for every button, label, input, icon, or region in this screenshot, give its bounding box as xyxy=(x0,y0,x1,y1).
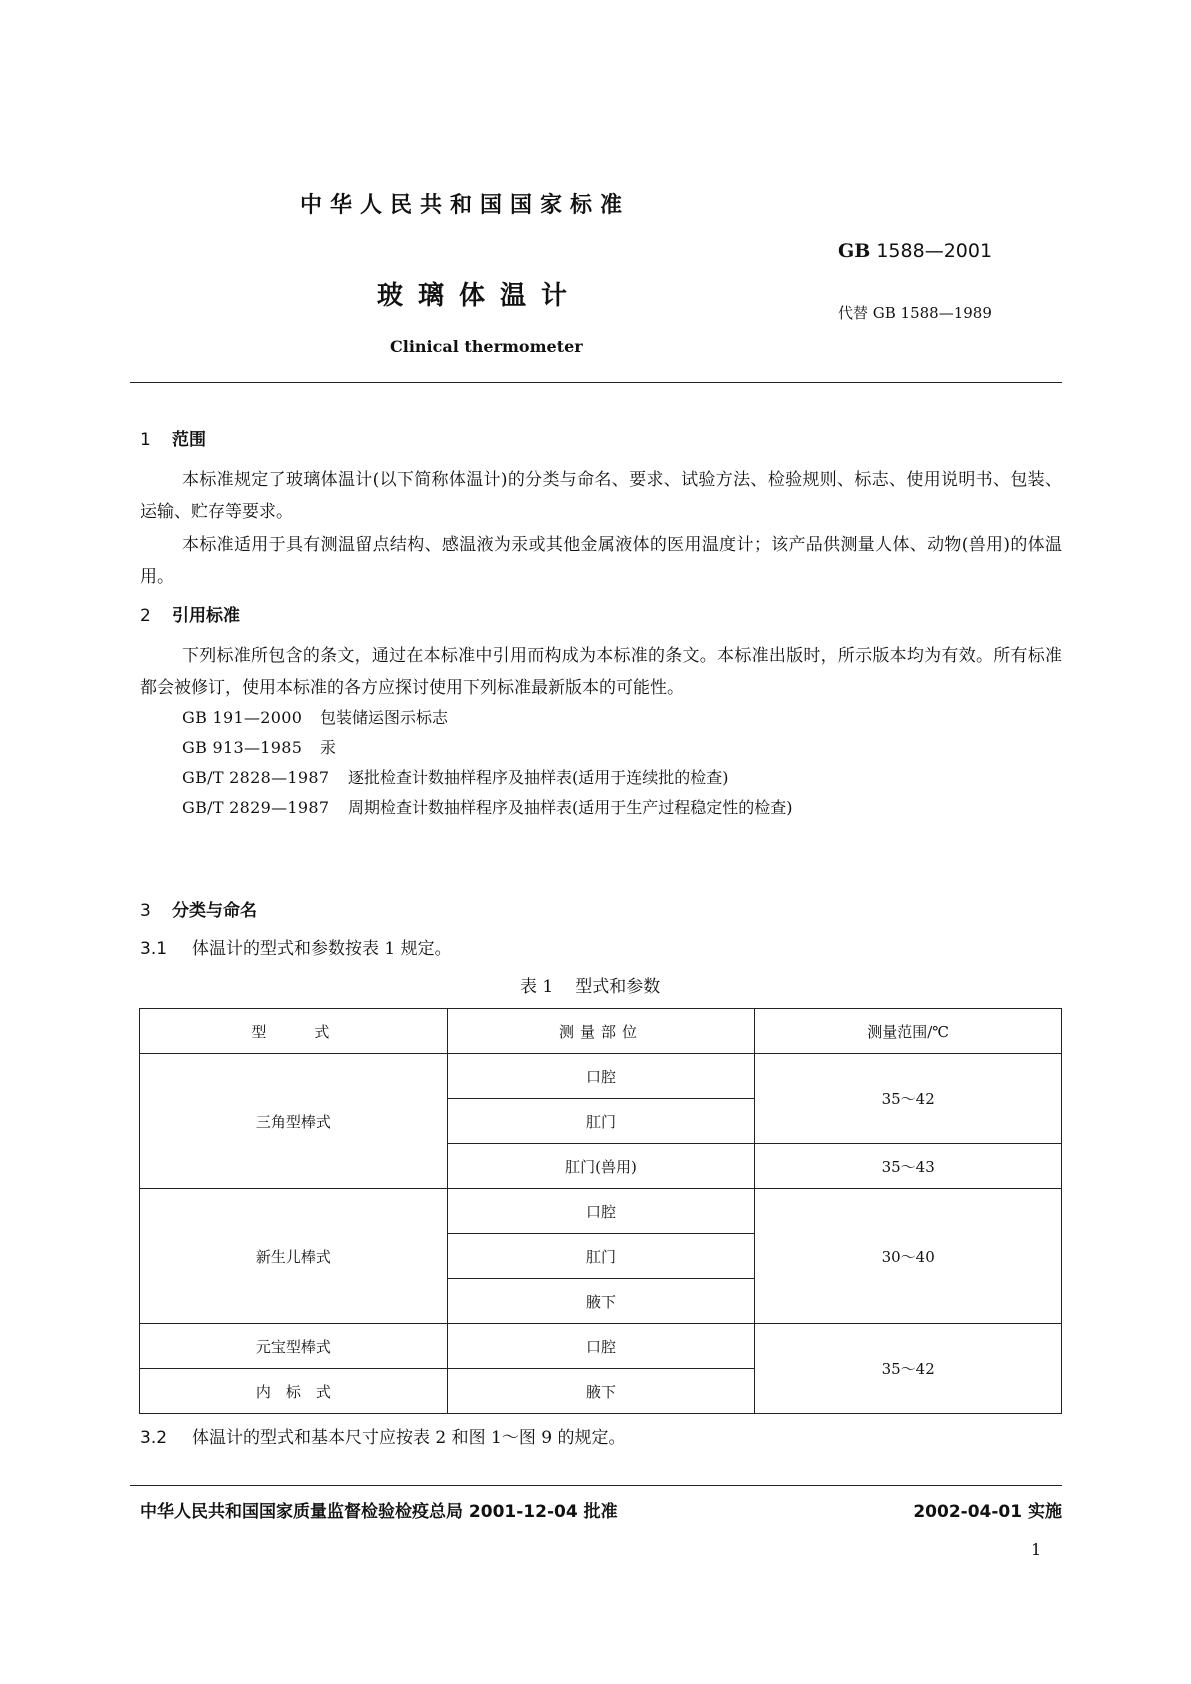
type-cell: 三角型棒式 xyxy=(140,1054,448,1189)
site-cell: 口腔 xyxy=(447,1189,755,1234)
section-2-heading xyxy=(140,601,240,626)
standard-title: 中华人民共和国国家标准 xyxy=(300,193,631,218)
section-2-number: 2 xyxy=(140,606,151,626)
section-3-number: 3 xyxy=(140,901,151,921)
table-caption-title: 型式和参数 xyxy=(575,977,661,997)
standard-number xyxy=(838,240,992,262)
section-1-paragraph-2: 本标准适用于具有测温留点结构、感温液为汞或其他金属液体的医用温度计；该产品供测量人体、动物(兽用)的体温用。 xyxy=(140,535,1062,587)
reference-item xyxy=(182,703,448,733)
table-caption-number: 表 1 xyxy=(520,977,554,997)
table-row xyxy=(140,1324,1062,1369)
header-range: 测量范围/℃ xyxy=(755,1009,1062,1054)
section-3-heading xyxy=(140,896,257,921)
reference-code: GB/T 2829—1987 xyxy=(182,798,330,817)
clause-3-2-text: 体温计的型式和基本尺寸应按表 2 和图 1～图 9 的规定。 xyxy=(192,1428,626,1448)
reference-code: GB 191—2000 xyxy=(182,708,303,727)
clause-3-1-number: 3.1 xyxy=(140,939,168,959)
reference-code: GB/T 2828—1987 xyxy=(182,768,330,787)
section-3-title: 分类与命名 xyxy=(172,901,257,921)
site-cell: 肛门(兽用) xyxy=(447,1144,755,1189)
document-title-zh: 玻璃体温计 xyxy=(377,281,583,311)
range-cell: 35～43 xyxy=(755,1144,1062,1189)
range-cell: 35～42 xyxy=(755,1324,1062,1414)
reference-item xyxy=(182,733,336,763)
site-cell: 肛门 xyxy=(447,1234,755,1279)
parameters-table xyxy=(139,1008,1062,1414)
section-1-heading xyxy=(140,425,206,450)
reference-code: GB 913—1985 xyxy=(182,738,303,757)
table-row xyxy=(140,1189,1062,1234)
section-1-paragraph-1: 本标准规定了玻璃体温计(以下简称体温计)的分类与命名、要求、试验方法、检验规则、标志、使用说明书、包装、运输、贮存等要求。 xyxy=(140,470,1062,522)
table-row xyxy=(140,1054,1062,1099)
site-cell: 口腔 xyxy=(447,1324,755,1369)
range-cell: 30～40 xyxy=(755,1189,1062,1324)
type-cell: 新生儿棒式 xyxy=(140,1189,448,1324)
clause-3-2 xyxy=(140,1423,625,1448)
section-2-paragraph-1: 下列标准所包含的条文，通过在本标准中引用而构成为本标准的条文。本标准出版时，所示版本均为有效。所有标准都会被修订，使用本标准的各方应探讨使用下列标准最新版本的可能性。 xyxy=(140,646,1062,698)
reference-name: 汞 xyxy=(320,738,337,757)
clause-3-1-text: 体温计的型式和参数按表 1 规定。 xyxy=(192,939,452,959)
section-1-title: 范围 xyxy=(172,430,206,450)
effective-date: 2002-04-01 实施 xyxy=(913,1502,1062,1522)
issuing-authority: 中华人民共和国国家质量监督检验检疫总局 2001-12-04 批准 xyxy=(140,1502,618,1522)
site-cell: 口腔 xyxy=(447,1054,755,1099)
clause-3-2-number: 3.2 xyxy=(140,1428,168,1448)
reference-item xyxy=(182,763,729,793)
reference-name: 包装储运图示标志 xyxy=(320,708,449,727)
site-cell: 腋下 xyxy=(447,1279,755,1324)
replaces-note: 代替 GB 1588—1989 xyxy=(838,304,992,322)
table-caption xyxy=(520,972,660,997)
document-title-en: Clinical thermometer xyxy=(390,337,583,356)
footer-divider xyxy=(130,1485,1062,1486)
section-1-number: 1 xyxy=(140,430,151,450)
site-cell: 肛门 xyxy=(447,1099,755,1144)
header-type: 型 式 xyxy=(140,1009,448,1054)
section-2-title: 引用标准 xyxy=(172,606,240,626)
reference-item xyxy=(182,793,793,823)
clause-3-1 xyxy=(140,934,452,959)
standard-number-prefix: GB xyxy=(838,240,871,262)
reference-name: 逐批检查计数抽样程序及抽样表(适用于连续批的检查) xyxy=(348,768,729,787)
type-cell: 内 标 式 xyxy=(140,1369,448,1414)
standard-number-value: 1588—2001 xyxy=(876,240,993,262)
page-number: 1 xyxy=(1031,1540,1042,1559)
site-cell: 腋下 xyxy=(447,1369,755,1414)
table-header-row xyxy=(140,1009,1062,1054)
header-site: 测量部位 xyxy=(447,1009,755,1054)
range-cell: 35～42 xyxy=(755,1054,1062,1144)
reference-name: 周期检查计数抽样程序及抽样表(适用于生产过程稳定性的检查) xyxy=(348,798,793,817)
header-divider xyxy=(130,382,1062,383)
type-cell: 元宝型棒式 xyxy=(140,1324,448,1369)
